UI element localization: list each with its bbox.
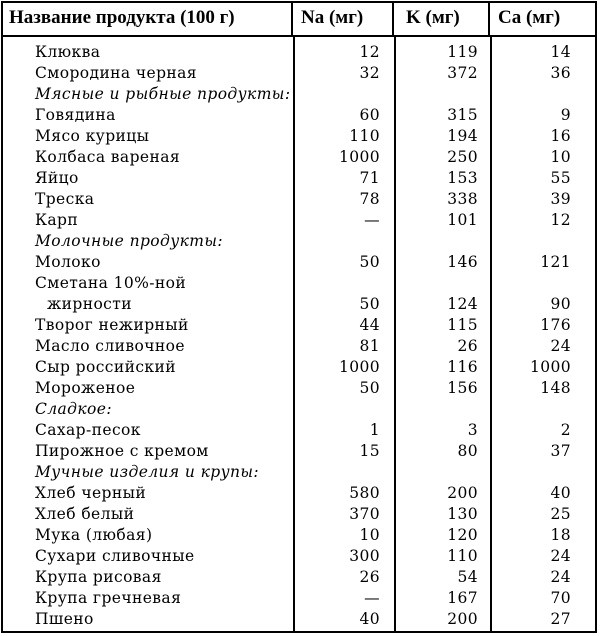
sodium-cell [293,399,394,420]
calcium-cell: 25 [550,505,571,523]
potassium-cell: 338 [447,190,478,208]
calcium-cell [490,462,595,483]
product-name-cell: Мороженое [35,379,136,397]
table-row [3,210,595,231]
sodium-cell: 50 [359,295,380,313]
potassium-cell: 26 [457,337,478,355]
sodium-cell: 60 [359,106,380,124]
table-row [3,273,595,294]
calcium-cell [490,84,595,105]
table-row [3,315,595,336]
sodium-cell [293,462,394,483]
table-row [3,294,595,315]
product-name-cell: Клюква [35,43,101,61]
sodium-cell: 12 [359,43,380,61]
potassium-cell: 120 [447,526,478,544]
product-name-cell: Смородина черная [35,64,197,82]
sodium-cell [293,84,394,105]
table-row [3,105,595,126]
sodium-cell [293,231,394,252]
potassium-cell: 110 [447,547,478,565]
sodium-cell: 32 [359,64,380,82]
sodium-cell: 110 [349,127,380,145]
table-row [3,357,595,378]
potassium-cell: 124 [447,295,478,313]
product-name-cell: Пшено [35,610,94,628]
potassium-cell [394,231,490,252]
potassium-cell [394,273,490,294]
potassium-cell: 250 [447,148,478,166]
sodium-cell: 580 [349,484,380,502]
product-name-cell: Творог нежирный [35,316,189,334]
potassium-cell: 146 [447,253,478,271]
calcium-cell [490,399,595,420]
product-name-cell: Сыр российский [35,358,176,376]
product-name-cell: Сахар-песок [35,421,141,439]
potassium-cell: 194 [447,127,478,145]
product-name-cell: Колбаса вареная [35,148,181,166]
calcium-cell: 40 [550,484,571,502]
table-row [3,63,595,84]
sodium-cell: 78 [359,190,380,208]
potassium-cell: 200 [447,484,478,502]
calcium-cell: 55 [550,169,571,187]
sodium-cell: 26 [359,568,380,586]
table-header [3,3,595,37]
calcium-cell: 1000 [529,358,571,376]
product-name-cell: Сухари сливочные [35,547,195,565]
calcium-cell: 121 [540,253,571,271]
potassium-cell: 3 [467,421,478,439]
sodium-cell: 40 [359,610,380,628]
product-name-cell: Крупа гречневая [35,589,182,607]
product-name-cell: Масло сливочное [35,337,185,355]
table-row [3,567,595,588]
sodium-cell: 370 [349,505,380,523]
potassium-cell: 116 [447,358,478,376]
calcium-cell: 37 [550,442,571,460]
table-row [3,252,595,273]
product-name-cell: Молоко [35,253,101,271]
product-name-cell: Хлеб черный [35,484,147,502]
product-name-cell: Мука (любая) [35,526,153,544]
table-row [3,147,595,168]
table-row [3,483,595,504]
sodium-cell: 1000 [338,358,380,376]
calcium-cell [490,273,595,294]
product-name-cell: Крупа рисовая [35,568,162,586]
calcium-cell: 9 [560,106,571,124]
sodium-cell [293,273,394,294]
product-name-cell: Сладкое: [35,400,112,418]
calcium-cell: 36 [550,64,571,82]
table-row [3,504,595,525]
calcium-cell: 24 [550,547,571,565]
potassium-cell: 115 [447,316,478,334]
product-name-cell: Хлеб белый [35,505,135,523]
calcium-cell: 39 [550,190,571,208]
sodium-cell: 1 [369,421,380,439]
potassium-cell [394,84,490,105]
calcium-cell: 24 [550,568,571,586]
table-row [3,126,595,147]
potassium-cell: 54 [457,568,478,586]
sodium-cell: 10 [359,526,380,544]
product-name-cell: Яйцо [35,169,79,187]
header-product-name: Название продукта (100 г) [3,3,293,35]
calcium-cell: 27 [550,610,571,628]
sodium-cell: 71 [359,169,380,187]
product-name-cell: Говядина [35,106,116,124]
product-name-cell: Мясо курицы [35,127,150,145]
product-name-cell: Мучные изделия и крупы: [35,463,260,481]
sodium-cell: 15 [359,442,380,460]
calcium-cell: 2 [560,421,571,439]
sodium-cell: — [364,589,380,607]
calcium-cell: 176 [540,316,571,334]
table-row [3,378,595,399]
category-row [3,84,595,105]
table-row [3,525,595,546]
sodium-cell: 50 [359,379,380,397]
header-sodium: Na (мг) [293,3,394,35]
table-row [3,546,595,567]
potassium-cell [394,462,490,483]
calcium-cell: 14 [550,43,571,61]
potassium-cell: 156 [447,379,478,397]
product-name-cell: Сметана 10%-ной [35,274,187,292]
table-row [3,42,595,63]
table-body [3,37,595,633]
nutrient-table [1,1,597,633]
sodium-cell: 300 [349,547,380,565]
potassium-cell: 119 [447,43,478,61]
sodium-cell: — [364,211,380,229]
table-row [3,336,595,357]
category-row [3,399,595,420]
header-potassium: K (мг) [394,3,490,35]
product-name-cell: Карп [35,211,79,229]
header-calcium: Ca (мг) [498,7,561,28]
product-name-cell: Молочные продукты: [35,232,224,250]
table-row [3,441,595,462]
calcium-cell: 90 [550,295,571,313]
table-row [3,609,595,630]
potassium-cell: 200 [447,610,478,628]
calcium-cell: 16 [550,127,571,145]
sodium-cell: 50 [359,253,380,271]
sodium-cell: 81 [359,337,380,355]
potassium-cell [394,399,490,420]
product-name-cell: Мясные и рыбные продукты: [35,85,291,103]
sodium-cell: 1000 [338,148,380,166]
product-name-cell: Пирожное с кремом [35,442,209,460]
calcium-cell: 12 [550,211,571,229]
potassium-cell: 153 [447,169,478,187]
calcium-cell [490,231,595,252]
table-row [3,189,595,210]
calcium-cell: 148 [540,379,571,397]
potassium-cell: 101 [447,211,478,229]
table-row [3,588,595,609]
product-name-cell: жирности [47,295,132,313]
calcium-cell: 70 [550,589,571,607]
calcium-cell: 18 [550,526,571,544]
potassium-cell: 130 [447,505,478,523]
potassium-cell: 372 [447,64,478,82]
potassium-cell: 80 [457,442,478,460]
category-row [3,462,595,483]
calcium-cell: 24 [550,337,571,355]
product-name-cell: Треска [35,190,95,208]
sodium-cell: 44 [359,316,380,334]
potassium-cell: 167 [447,589,478,607]
table-row [3,420,595,441]
calcium-cell: 10 [550,148,571,166]
potassium-cell: 315 [447,106,478,124]
table-rows [3,42,595,630]
table-row [3,168,595,189]
category-row [3,231,595,252]
